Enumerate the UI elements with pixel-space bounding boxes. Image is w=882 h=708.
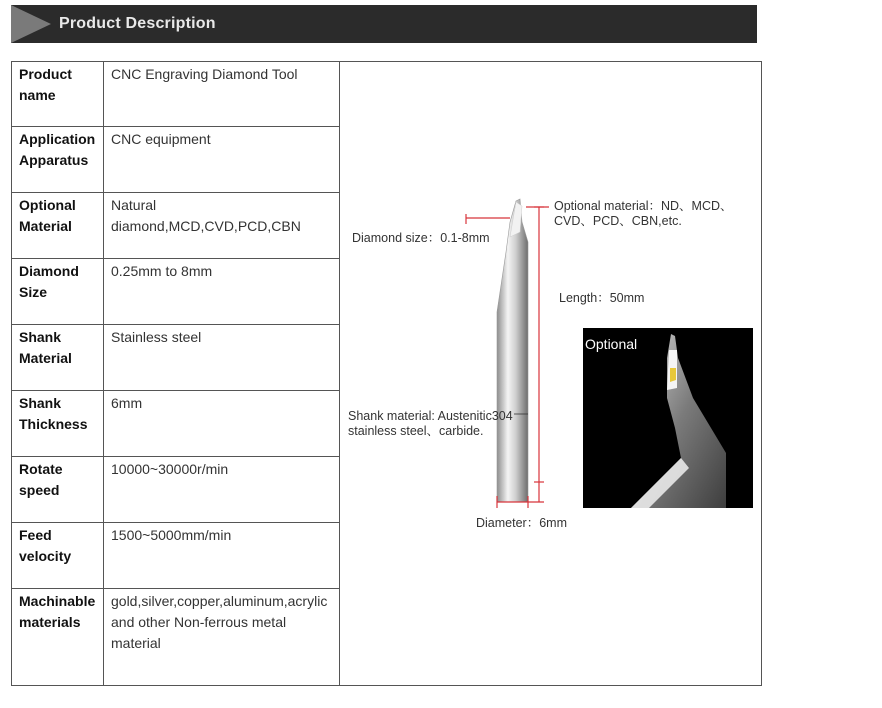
- spec-value: CNC equipment: [104, 127, 340, 193]
- spec-label: Machinable materials: [12, 589, 104, 686]
- spec-value: gold,silver,copper,aluminum,acrylic and other Non-ferrous metal material: [104, 589, 340, 686]
- product-figure: [340, 62, 760, 684]
- spec-label: Diamond Size: [12, 259, 104, 325]
- spec-label: Shank Material: [12, 325, 104, 391]
- tool-tip-closeup: [583, 328, 753, 508]
- shank-material-annotation-2: stainless steel、carbide.: [348, 424, 484, 438]
- section-title: Product Description: [59, 15, 216, 32]
- optional-material-annotation: Optional material：ND、MCD、: [554, 199, 733, 213]
- spec-value: 1500~5000mm/min: [104, 523, 340, 589]
- spec-label: Application Apparatus: [12, 127, 104, 193]
- spec-label: Rotate speed: [12, 457, 104, 523]
- spec-value: Natural diamond,MCD,CVD,PCD,CBN: [104, 193, 340, 259]
- product-figure-cell: [340, 62, 762, 686]
- spec-value: 10000~30000r/min: [104, 457, 340, 523]
- spec-value: 0.25mm to 8mm: [104, 259, 340, 325]
- shank-material-annotation: Shank material: Austenitic304: [348, 409, 513, 423]
- diamond-size-annotation: Diamond size：0.1-8mm: [352, 231, 490, 245]
- spec-label: Feed velocity: [12, 523, 104, 589]
- spec-label: Product name: [12, 62, 104, 127]
- spec-table: [11, 61, 762, 686]
- spec-label: Optional Material: [12, 193, 104, 259]
- arrow-icon: [11, 5, 51, 43]
- spec-label: Shank Thickness: [12, 391, 104, 457]
- optional-tip-inset: [583, 328, 753, 508]
- length-annotation: Length：50mm: [559, 291, 645, 305]
- spec-value: Stainless steel: [104, 325, 340, 391]
- spec-value: 6mm: [104, 391, 340, 457]
- section-header: [11, 5, 757, 43]
- spec-value: CNC Engraving Diamond Tool: [104, 62, 340, 127]
- optional-material-annotation-2: CVD、PCD、CBN,etc.: [554, 214, 682, 228]
- inset-label: Optional: [585, 336, 638, 352]
- table-row: [12, 62, 762, 127]
- diameter-annotation: Diameter：6mm: [476, 516, 567, 530]
